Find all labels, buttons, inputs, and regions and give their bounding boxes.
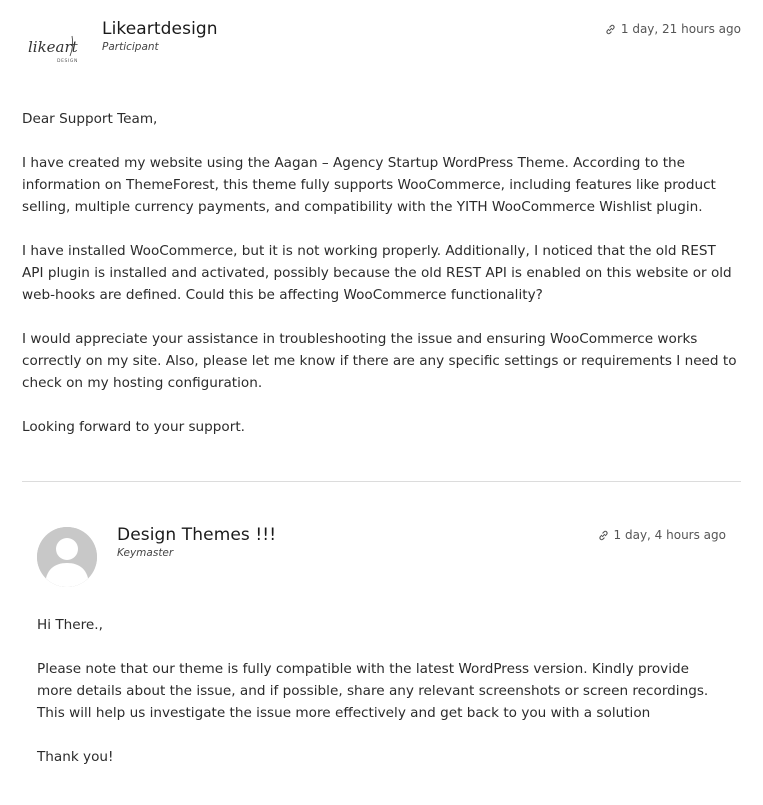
author-name[interactable]: Likeartdesign (102, 19, 218, 39)
post-paragraph: Dear Support Team, (22, 111, 158, 127)
likeart-logo-icon (22, 16, 84, 78)
post-paragraph: Hi There., (37, 617, 103, 633)
link-icon (598, 530, 609, 541)
link-icon (605, 24, 616, 35)
author-name[interactable]: Design Themes !!! (117, 525, 277, 545)
post-paragraph: Looking forward to your support. (22, 419, 245, 435)
svg-text:DESIGN: DESIGN (57, 59, 78, 64)
post-timestamp[interactable]: 1 day, 21 hours ago (620, 22, 741, 36)
post-paragraph: I have created my website using the Aagan – Agency Startup WordPress Theme. According to the information on ThemeForest, this theme fully supports WooCommerce, including features like product selling, multiple currency payments, and compatibility with the YITH WooCommerce Wishlist plugin. (22, 155, 716, 215)
author-role: Participant (102, 41, 159, 53)
post-timestamp[interactable]: 1 day, 4 hours ago (613, 528, 726, 542)
post-divider (22, 481, 741, 482)
svg-text:likeart: likeart (28, 38, 78, 56)
post-paragraph: Please note that our theme is fully compatible with the latest WordPress version. Kindly provide more details about the issue, and if possible, share any relevant screenshots or screen recordings. This will help us investigate the issue more effectively and get back to you with a solution (37, 661, 709, 721)
avatar[interactable] (37, 527, 97, 587)
post-permalink[interactable] (605, 22, 741, 36)
user-silhouette-icon (37, 527, 97, 587)
avatar[interactable] (22, 16, 84, 78)
author-role: Keymaster (117, 547, 174, 559)
post-content (22, 108, 738, 460)
post-paragraph: I would appreciate your assistance in troubleshooting the issue and ensuring WooCommerce works correctly on my site. Also, please let me know if there are any specific settings or requirements I need to check on my hosting configuration. (22, 331, 737, 391)
post-paragraph: I have installed WooCommerce, but it is not working properly. Additionally, I noticed that the old REST API plugin is installed and activated, possibly because the old REST API is enabled on this website or old web-hooks are defined. Could this be affecting WooCommerce functionality? (22, 243, 732, 303)
post-permalink[interactable] (598, 528, 726, 542)
post-content (37, 614, 717, 790)
post-paragraph: Thank you! (37, 749, 114, 765)
